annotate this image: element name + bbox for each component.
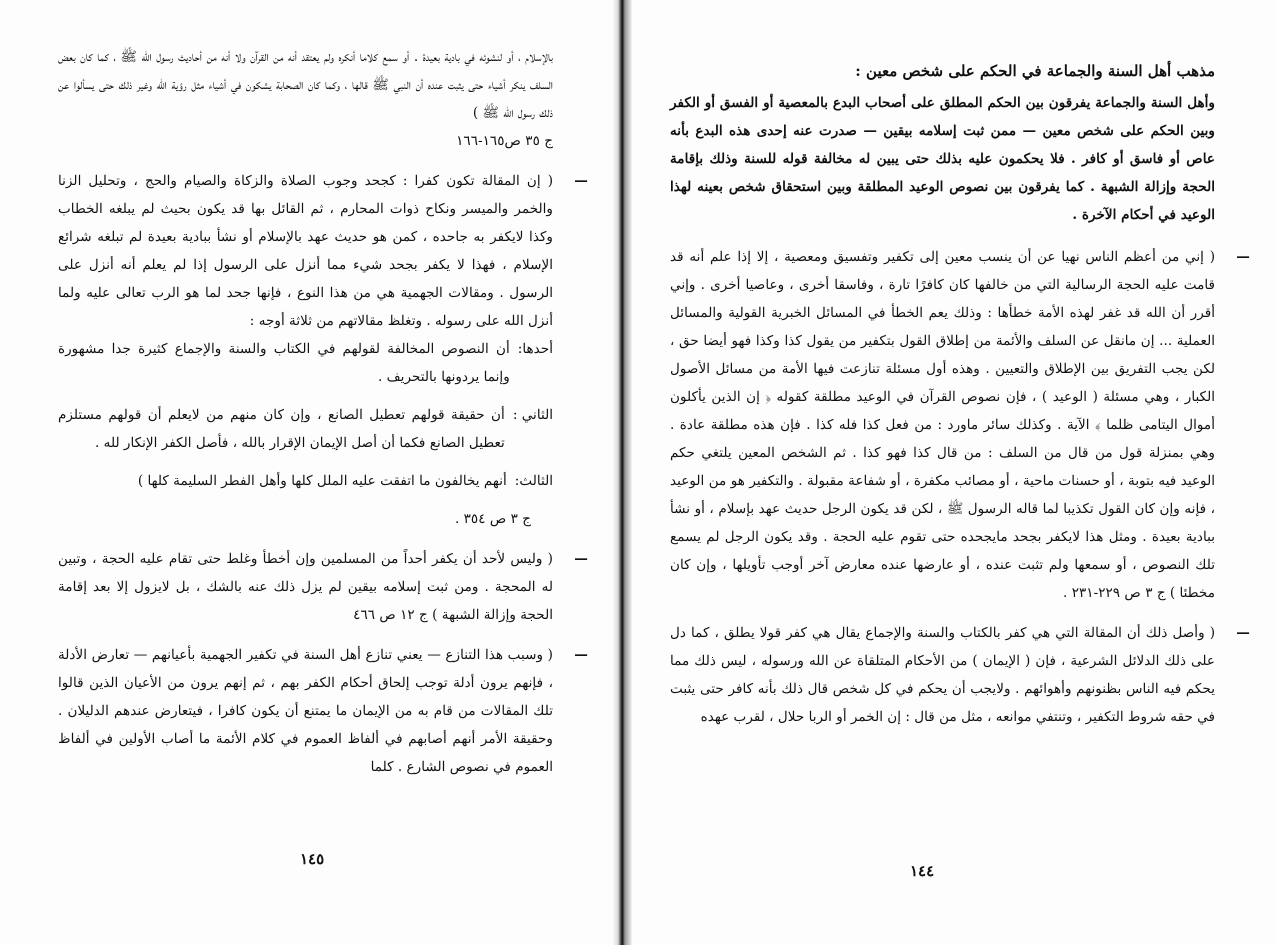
sub-point-third bbox=[58, 467, 553, 495]
sub-point-label: الثاني : bbox=[512, 407, 553, 423]
page-number: ١٤٥ bbox=[300, 850, 325, 868]
opening-paragraph-text: بالإسلام ، أو لنشوئه في بادية بعيدة . أو سمع كلاما أنكره ولم يعتقد أنه من القرآن ولا أنه من أحاديث رسول الله ﷺ ، كما كان بعض السلف ينكر أشياء حتى يثبت عنده أن النبي ﷺ قالها ، وكما كان الصحابة يشكون في أشياء مثل رؤية الله وغير ذلك حتى يسألوا عن ذلك رسول الله ﷺ ) bbox=[58, 49, 553, 121]
right-page-text-column bbox=[670, 57, 1250, 743]
citation-reference: ج ٣ ص ٣٥٤ . bbox=[454, 511, 531, 527]
list-item-text: ( وأصل ذلك أن المقالة التي هي كفر بالكتاب والسنة والإجماع يقال هي كفر قولا يطلق ، كما دل على ذلك الدلائل الشرعية ، فإن ( الإيمان ) من الأحكام المتلقاة عن الله ورسوله ، ليس ذلك مما يحكم فيه الناس بظنونهم وأهوائهم . ولايجب أن يحكم في كل شخص قال ذلك بأنه كافر حتى يثبت في حقه شروط التكفير ، وتنتفي موانعه ، مثل من قال : إن الخمر أو الربا حلال ، لقرب عهده bbox=[670, 625, 1215, 725]
dash-bullet: — bbox=[1236, 249, 1250, 265]
list-item-text: ( وليس لأحد أن يكفر أحداً من المسلمين وإن أخطأ وغلط حتى تقام عليه الحجة ، وتبين له المحجة . ومن ثبت إسلامه بيقين لم يزل ذلك عنه بالشك ، بل لايزول إلا بعد إقامة الحجة وإزالة الشبهة ) ج ١٢ ص ٤٦٦ bbox=[58, 551, 553, 623]
dash-bullet: — bbox=[574, 551, 588, 567]
list-item-text: ( وسبب هذا التنازع — يعني تنازع أهل السنة في تكفير الجهمية بأعيانهم — تعارض الأدلة ، فإنهم يرون أدلة توجب إلحاق أحكام الكفر بهم ، ثم إنهم يرون من الأعيان الذين قالوا تلك المقالات من قام به من الإيمان ما يمتنع أن يكون كافرا ، فيتعارض عندهم الدليلان . وحقيقة الأمر أنهم أصابهم في ألفاظ العموم في كلام الأئمة ما أصاب الأولين في ألفاظ العموم في نصوص الشارع . كلما bbox=[58, 647, 553, 775]
list-item bbox=[670, 619, 1250, 731]
sub-point-text: أنهم يخالفون ما اتفقت عليه الملل كلها وأهل الفطر السليمة كلها ) bbox=[137, 473, 507, 489]
list-item bbox=[58, 545, 588, 629]
opening-paragraph bbox=[58, 43, 553, 155]
sub-point-text: أن حقيقة قولهم تعطيل الصانع ، وإن كان منهم من لايعلم أن قولهم مستلزم تعطيل الصانع فكما أن أصل الإيمان الإقرار بالله ، فأصل الكفر الإنكار لله . bbox=[58, 407, 505, 451]
book-spine-gutter bbox=[612, 0, 632, 945]
dash-bullet: — bbox=[574, 647, 588, 663]
left-page bbox=[0, 0, 612, 945]
sub-point-label: أحدها: bbox=[517, 341, 553, 357]
sub-point-second bbox=[58, 401, 553, 457]
opening-reference: ج ٣٥ ص١٦٥-١٦٦ bbox=[456, 133, 553, 149]
intro-paragraph: وأهل السنة والجماعة يفرقون بين الحكم المطلق على أصحاب البدع بالمعصية أو الفسق أو الكفر وبين الحكم على شخص معين — ممن ثبت إسلامه بيقين — صدرت عنه إحدى هذه البدع بأنه عاص أو فاسق أو كافر . فلا يحكمون عليه بذلك حتى يبين له مخالفة قوله للسنة وذلك بإقامة الحجة وإزالة الشبهة . كما يفرقون بين نصوص الوعيد المطلقة وبين استحقاق شخص بعينه لهذا الوعيد في أحكام الآخرة . bbox=[670, 95, 1215, 223]
page-number: ١٤٤ bbox=[910, 862, 935, 880]
list-item-text: ( إني من أعظم الناس نهيا عن أن ينسب معين إلى تكفير وتفسيق ومعصية ، إلا إذا علم أنه قد قامت عليه الحجة الرسالية التي من خالفها كان كافرًا تارة ، وفاسقا أخرى ، وعاصيا أخرى . وإني أقرر أن الله قد غفر لهذه الأمة خطأها : وذلك يعم الخطأ في المسائل الخبرية القولية والمسائل العملية ... إن مانقل عن السلف والأئمة من إطلاق القول بتكفير من يقول كذا وكذا فهو أيضا حق ، لكن يجب التفريق بين الإطلاق والتعيين . وهذه أول مسئلة تنازعت فيها الأمة من مسائل الأصول الكبار ، وهي مسئلة ( الوعيد ) ، فإن نصوص القرآن في الوعيد مطلقة كقوله ﴿ إن الذين يأكلون أموال اليتامى ظلما ﴾ الآية . وكذلك سائر ماورد : من فعل كذا فله كذا . فإن هذه مطلقة عادة . وهي بمنزلة قول من قال من السلف : من قال كذا فهو كذا . ثم الشخص المعين يلتغي حكم الوعيد فيه بتوبة ، أو حسنات ماحية ، أو مصائب مكفرة ، أو شفاعة مقبولة . والتكفير هو من الوعيد ، فإنه وإن كان القول تكذيبا لما قاله الرسول ﷺ ، لكن قد يكون الرجل حديث عهد بإسلام ، أو نشأ ببادية بعيدة . ومثل هذا لايكفر بجحد مايجحده حتى تقوم عليه الحجة . وقد يكون الرجل لم يسمع تلك النصوص ، أو سمعها ولم تثبت عنده ، أو عارضها عنده معارض آخر أوجب تأويلها ، وإن كان مخطئا ) ج ٣ ص ٢٢٩-٢٣١ . bbox=[670, 249, 1215, 601]
list-item-text: ( إن المقالة تكون كفرا : كجحد وجوب الصلاة والزكاة والصيام والحج ، وتحليل الزنا والخمر والميسر ونكاح ذوات المحارم ، ثم القائل بها قد يكون بحيث لم يبلغه الخطاب وكذا لايكفر به جاحده ، كمن هو حديث عهد بالإسلام أو نشأ ببادية بعيدة لم تبلغه شرائع الإسلام ، فهذا لا يكفر بجحد شيء مما أنزل على الرسول إذا لم يعلم أنه أنزل على الرسول . ومقالات الجهمية هي من هذا النوع ، فإنها جحد لما هو الرب تعالى عليه ولما أنزل الله على رسوله . وتغلظ مقالاتهم من ثلاثة أوجه : bbox=[58, 173, 553, 329]
right-page bbox=[632, 0, 1275, 945]
sub-point-label: الثالث: bbox=[514, 473, 553, 489]
dash-bullet: — bbox=[574, 173, 588, 189]
left-page-text-column bbox=[58, 43, 588, 793]
list-item bbox=[58, 167, 588, 533]
list-item bbox=[58, 641, 588, 781]
sub-point-first bbox=[58, 335, 553, 391]
dash-bullet: — bbox=[1236, 625, 1250, 641]
sub-point-text: أن النصوص المخالفة لقولهم في الكتاب والسنة والإجماع كثيرة جدا مشهورة وإنما يردونها بالتحريف . bbox=[58, 341, 510, 385]
list-item bbox=[670, 243, 1250, 607]
section-heading: مذهب أهل السنة والجماعة في الحكم على شخص معين : bbox=[855, 62, 1215, 80]
